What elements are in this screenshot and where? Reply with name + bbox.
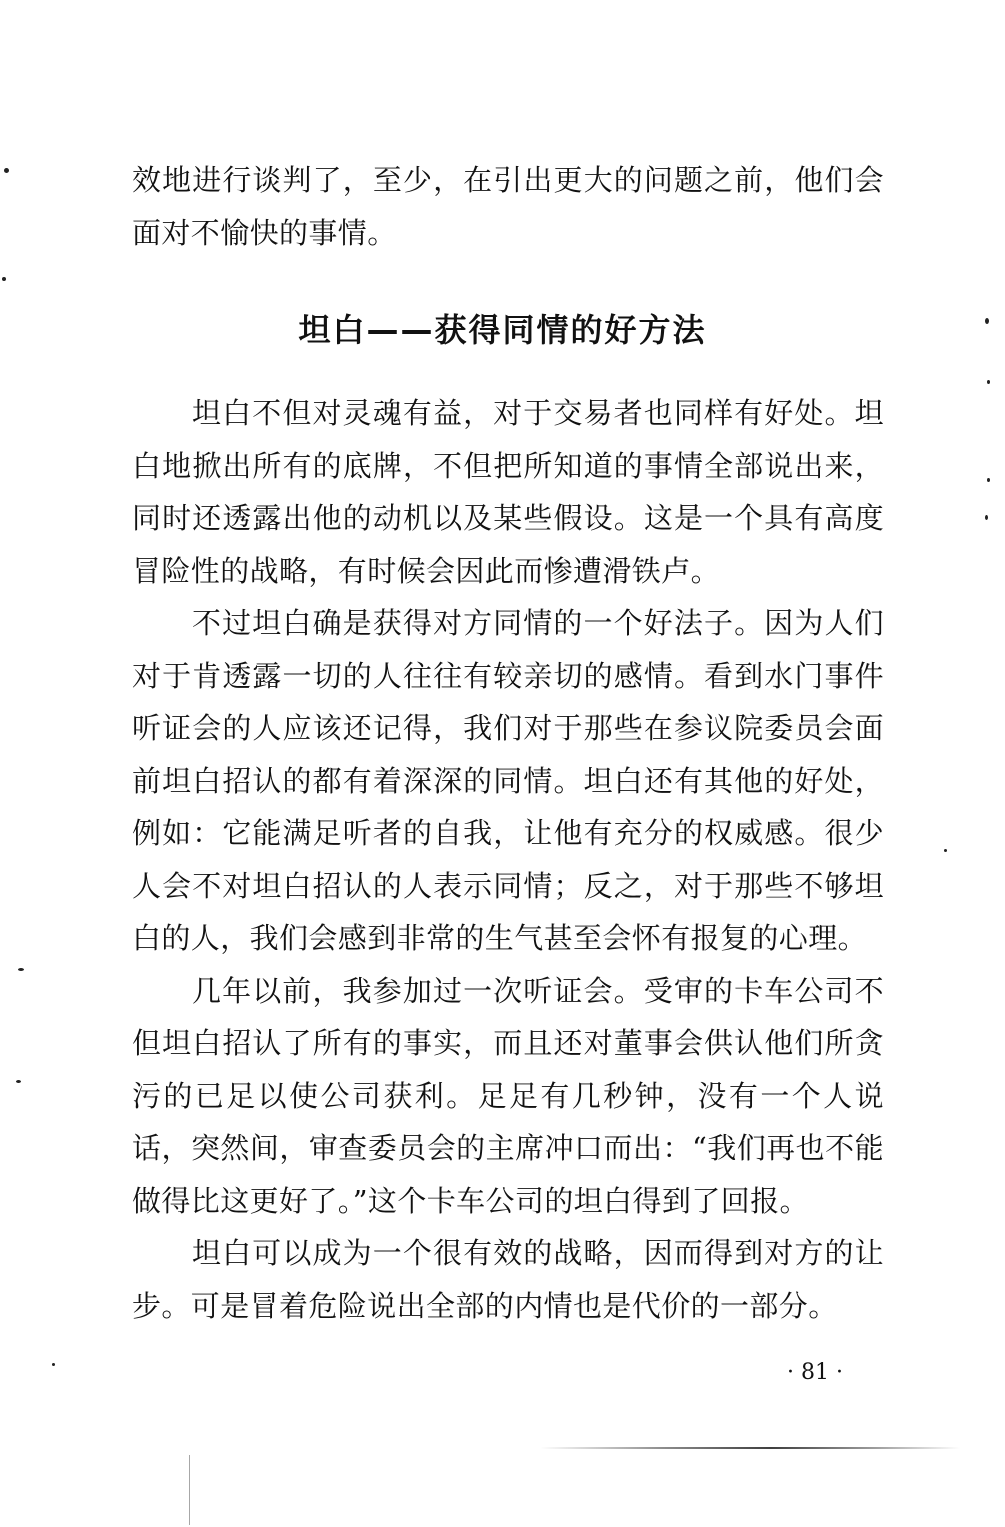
scan-speck xyxy=(2,277,6,281)
scan-speck xyxy=(16,1080,21,1083)
paragraph-3: 几年以前，我参加过一次听证会。受审的卡车公司不但坦白招认了所有的事实，而且还对董事会供认他们所贪污的已足以使公司获利。足足有几秒钟，没有一个人说话，突然间，审查委员会的主席冲口而出：“我们再也不能做得比这更好了。”这个卡车公司的坦白得到了回报。 xyxy=(132,973,884,1218)
scan-speck xyxy=(18,968,24,971)
scan-speck xyxy=(987,380,990,384)
scan-speck xyxy=(985,515,988,520)
page-number: · 81 · xyxy=(787,1360,843,1385)
section-title: 坦白——获得同情的好方法 xyxy=(298,311,707,349)
scan-speck xyxy=(944,849,947,852)
paragraph-1: 坦白不但对灵魂有益，对于交易者也同样有好处。坦白地掀出所有的底牌，不但把所知道的事情全部说出来，同时还透露出他的动机以及某些假设。这是一个具有高度冒险性的战略，有时候会因此而惨遭滑铁卢。 xyxy=(132,396,884,588)
paragraph-4: 坦白可以成为一个很有效的战略，因而得到对方的让步。可是冒着危险说出全部的内情也是代价的一部分。 xyxy=(132,1236,884,1323)
paragraph-2: 不过坦白确是获得对方同情的一个好法子。因为人们对于肯透露一切的人往往有较亲切的感情。看到水门事件听证会的人应该还记得，我们对于那些在参议院委员会面前坦白招认的都有着深深的同情。坦白还有其他的好处，例如：它能满足听者的自我，让他有充分的权威感。很少人会不对坦白招认的人表示同情；反之，对于那些不够坦白的人，我们会感到非常的生气甚至会怀有报复的心理。 xyxy=(132,606,884,955)
scan-speck xyxy=(985,318,989,324)
scan-speck xyxy=(4,168,9,173)
scan-edge-line xyxy=(540,1447,960,1449)
scan-speck xyxy=(987,478,990,482)
section-body xyxy=(132,387,884,1332)
intro-paragraph: 效地进行谈判了，至少，在引出更大的问题之前，他们会面对不愉快的事情。 xyxy=(132,163,884,250)
scan-binding-line xyxy=(189,1455,190,1525)
scan-speck xyxy=(52,1363,55,1366)
